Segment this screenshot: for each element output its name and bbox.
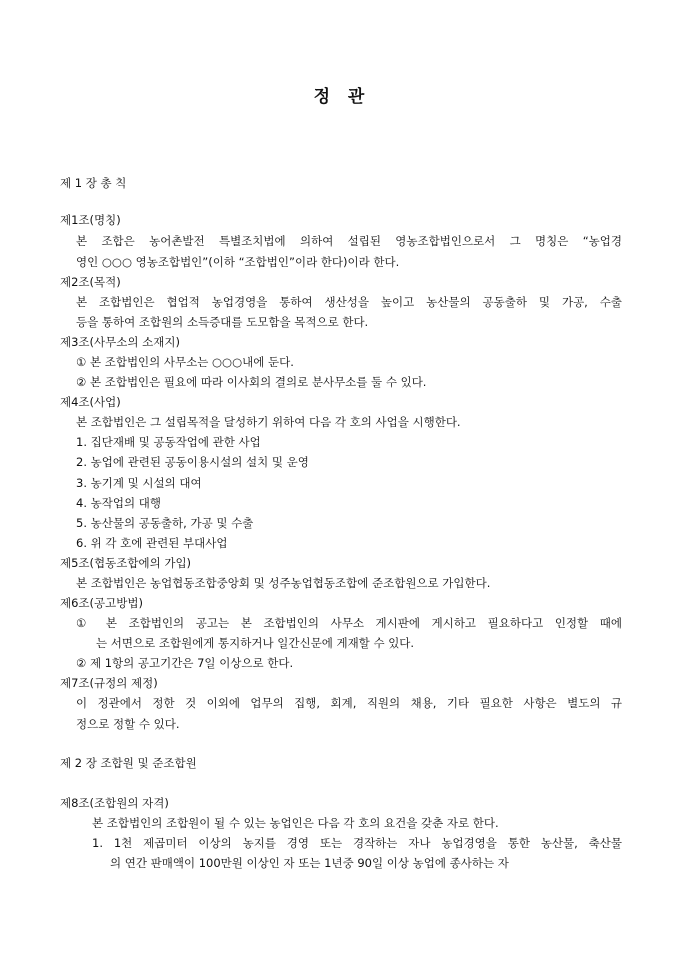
article-8-heading: 제8조(조합원의 자격)	[60, 796, 169, 810]
article-3-heading: 제3조(사무소의 소재지)	[60, 335, 180, 349]
article-1-heading: 제1조(명칭)	[60, 213, 121, 227]
article-7-line-2: 정으로 정할 수 있다.	[76, 717, 180, 731]
article-2-line-2: 등을 통하여 조합원의 소득증대를 도모함을 목적으로 한다.	[76, 315, 369, 329]
list-item: 4. 농작업의 대행	[76, 496, 161, 510]
article-3-paragraph-2: ② 본 조합법인은 필요에 따라 이사회의 결의로 분사무소를 둘 수 있다.	[76, 375, 427, 389]
article-3-paragraph-1: ① 본 조합법인의 사무소는 ○○○내에 둔다.	[76, 355, 294, 369]
chapter-1-heading: 제 1 장 총 칙	[60, 176, 127, 190]
list-item: 1. 집단재배 및 공동작업에 관한 사업	[76, 435, 261, 449]
article-2-line-1: 본 조합법인은 협업적 농업경영을 통하여 생산성을 높이고 농산물의 공동출하 및 가공, 수출	[76, 295, 622, 309]
article-4-heading: 제4조(사업)	[60, 395, 121, 409]
article-7-line-1: 이 정관에서 정한 것 이외에 업무의 집행, 회계, 직원의 채용, 기타 필요한 사항은 별도의 규	[76, 696, 622, 710]
list-item: 2. 농업에 관련된 공동이용시설의 설치 및 운영	[76, 455, 309, 469]
article-7-heading: 제7조(규정의 제정)	[60, 676, 158, 690]
article-1-line-2: 영인 ○○○ 영농조합법인”(이하 “조합법인”이라 한다)이라 한다.	[76, 255, 400, 269]
article-4-intro: 본 조합법인은 그 설립목적을 달성하기 위하여 다음 각 호의 사업을 시행한다.	[76, 415, 461, 429]
chapter-2-heading: 제 2 장 조합원 및 준조합원	[60, 756, 197, 770]
list-item: 6. 위 각 호에 관련된 부대사업	[76, 536, 228, 550]
article-1-line-1: 본 조합은 농어촌발전 특별조치법에 의하여 설립된 영농조합법인으로서 그 명칭은 “농업경	[76, 234, 622, 248]
article-8-intro: 본 조합법인의 조합원이 될 수 있는 농업인은 다음 각 호의 요건을 갖춘 자로 한다.	[92, 816, 499, 830]
article-6-paragraph-2: ② 제 1항의 공고기간은 7일 이상으로 한다.	[76, 656, 294, 670]
article-8-item-1-cont: 의 연간 판매액이 100만원 이상인 자 또는 1년중 90일 이상 농업에 종사하는 자	[110, 856, 509, 870]
article-6-heading: 제6조(공고방법)	[60, 596, 143, 610]
article-5-line-1: 본 조합법인은 농업협동조합중앙회 및 성주농업협동조합에 준조합원으로 가입한다.	[76, 576, 491, 590]
article-5-heading: 제5조(협동조합에의 가입)	[60, 556, 192, 570]
article-6-paragraph-1-cont: 는 서면으로 조합원에게 통지하거나 일간신문에 게재할 수 있다.	[96, 636, 415, 650]
article-6-paragraph-1: ① 본 조합법인의 공고는 본 조합법인의 사무소 게시판에 게시하고 필요하다고 인정할 때에	[76, 616, 622, 630]
article-2-heading: 제2조(목적)	[60, 275, 121, 289]
list-item: 5. 농산물의 공동출하, 가공 및 수출	[76, 516, 254, 530]
document-title: 정 관	[313, 87, 367, 107]
list-item: 3. 농기계 및 시설의 대여	[76, 476, 202, 490]
article-8-item-1: 1. 1천 제곱미터 이상의 농지를 경영 또는 경작하는 자나 농업경영을 통한 농산물, 축산물	[92, 836, 622, 850]
